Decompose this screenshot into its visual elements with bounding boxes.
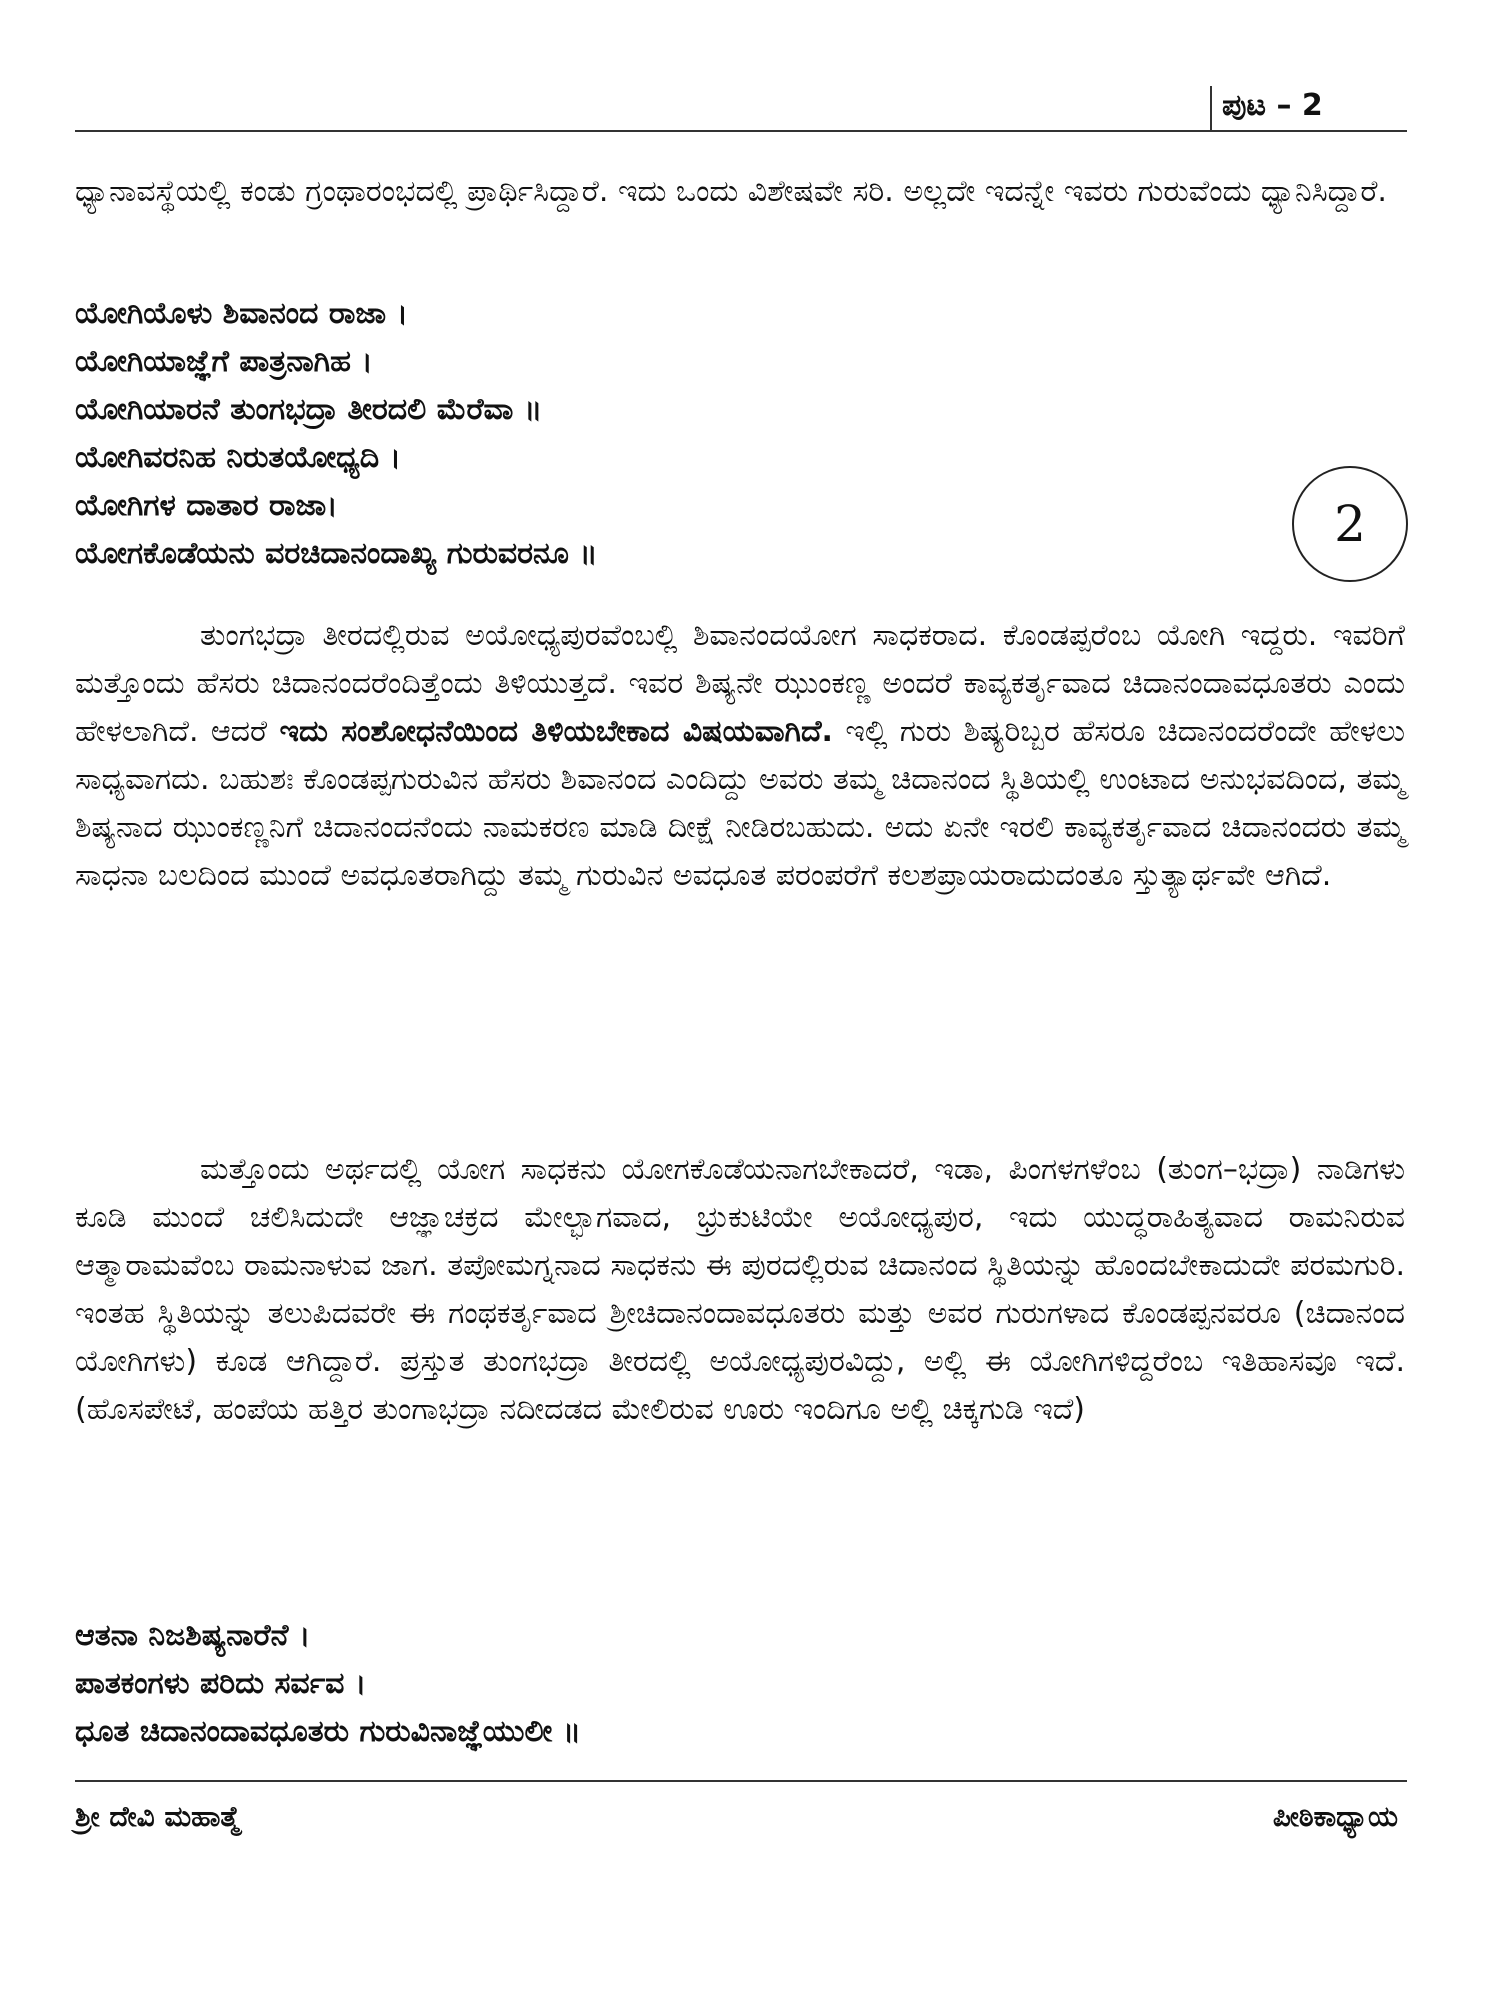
verse-number-badge: 2 bbox=[1292, 466, 1408, 582]
paragraph-2-text-b: ಇಲ್ಲಿ ಗುರು ಶಿಷ್ಯರಿಬ್ಬರ ಹೆಸರೂ ಚಿದಾನಂದರೆಂದೇ ಹೇಳಲು ಸಾಧ್ಯವಾಗದು. ಬಹುಶಃ ಕೊಂಡಪ್ಪಗುರುವಿನ ಹೆಸರು ಶಿವಾನಂದ ಎಂದಿದ್ದು ಅವರು ತಮ್ಮ ಚಿದಾನಂದ ಸ್ಥಿತಿಯಲ್ಲಿ ಉಂಟಾದ ಅನುಭವದಿಂದ, ತಮ್ಮ ಶಿಷ್ಯನಾದ ಝುಂಕಣ್ಣನಿಗೆ ಚಿದಾನಂದನೆಂದು ನಾಮಕರಣ ಮಾಡಿ ದೀಕ್ಷೆ ನೀಡಿರಬಹುದು. ಅದು ಏನೇ ಇರಲಿ ಕಾವ್ಯಕರ್ತೃವಾದ ಚಿದಾನಂದರು ತಮ್ಮ ಸಾಧನಾ ಬಲದಿಂದ ಮುಂದೆ ಅವಧೂತರಾಗಿದ್ದು ತಮ್ಮ ಗುರುವಿನ ಅವಧೂತ ಪರಂಪರೆಗೆ ಕಲಶಪ್ರಾಯರಾದುದಂತೂ ಸ್ತುತ್ಯಾರ್ಥವೇ ಆಗಿದೆ. bbox=[75, 714, 1405, 893]
verse-line: ಯೋಗಕೊಡೆಯನು ವರಚಿದಾನಂದಾಖ್ಯ ಗುರುವರನೂ ॥ bbox=[75, 536, 598, 571]
verse-line: ಯೋಗಿಯೊಳು ಶಿವಾನಂದ ರಾಜಾ । bbox=[75, 296, 408, 331]
verse-line: ಯೋಗಿಯಾರನೆ ತುಂಗಭದ್ರಾ ತೀರದಲಿ ಮೆರೆವಾ ॥ bbox=[75, 392, 543, 427]
footer-book-title: ಶ್ರೀ ದೇವಿ ಮಹಾತ್ಮೆ bbox=[75, 1800, 241, 1833]
verse-line: ಯೋಗಿವರನಿಹ ನಿರುತಯೋಧ್ಯದಿ । bbox=[75, 440, 401, 475]
verse-line: ಯೋಗಿಯಾಜ್ಞೆಗೆ ಪಾತ್ರನಾಗಿಹ । bbox=[75, 344, 373, 379]
verse-block-1 bbox=[75, 290, 1275, 578]
paragraph-2 bbox=[75, 612, 1405, 900]
footer-rule bbox=[75, 1780, 1407, 1782]
paragraph-3: ಮತ್ತೊಂದು ಅರ್ಥದಲ್ಲಿ ಯೋಗ ಸಾಧಕನು ಯೋಗಕೊಡೆಯನಾಗಬೇಕಾದರೆ, ಇಡಾ, ಪಿಂಗಳಗಳೆಂಬ (ತುಂಗ–ಭದ್ರಾ) ನಾಡಿಗಳು ಕೂಡಿ ಮುಂದೆ ಚಲಿಸಿದುದೇ ಆಜ್ಞಾಚಕ್ರದ ಮೇಲ್ಭಾಗವಾದ, ಭ್ರುಕುಟಿಯೇ ಅಯೋಧ್ಯಪುರ, ಇದು ಯುದ್ಧರಾಹಿತ್ಯವಾದ ರಾಮನಿರುವ ಆತ್ಮಾರಾಮವೆಂಬ ರಾಮನಾಳುವ ಜಾಗ. ತಪೋಮಗ್ನನಾದ ಸಾಧಕನು ಈ ಪುರದಲ್ಲಿರುವ ಚಿದಾನಂದ ಸ್ಥಿತಿಯನ್ನು ಹೊಂದಬೇಕಾದುದೇ ಪರಮಗುರಿ. ಇಂತಹ ಸ್ಥಿತಿಯನ್ನು ತಲುಪಿದವರೇ ಈ ಗಂಥಕರ್ತೃವಾದ ಶ್ರೀಚಿದಾನಂದಾವಧೂತರು ಮತ್ತು ಅವರ ಗುರುಗಳಾದ ಕೊಂಡಪ್ಪನವರೂ (ಚಿದಾನಂದ ಯೋಗಿಗಳು) ಕೂಡ ಆಗಿದ್ದಾರೆ. ಪ್ರಸ್ತುತ ತುಂಗಭದ್ರಾ ತೀರದಲ್ಲಿ ಅಯೋಧ್ಯಪುರವಿದ್ದು, ಅಲ್ಲಿ ಈ ಯೋಗಿಗಳಿದ್ದರೆಂಬ ಇತಿಹಾಸವೂ ಇದೆ. (ಹೊಸಪೇಟೆ, ಹಂಪೆಯ ಹತ್ತಿರ ತುಂಗಾಭದ್ರಾ ನದೀದಡದ ಮೇಲಿರುವ ಊರು ಇಂದಿಗೂ ಅಲ್ಲಿ ಚಿಕ್ಕಗುಡಿ ಇದೆ) bbox=[75, 1152, 1405, 1427]
verse-line: ಆತನಾ ನಿಜಶಿಷ್ಯನಾರೆನೆ । bbox=[75, 1618, 311, 1653]
paragraph-2-text-a: ತುಂಗಭದ್ರಾ ತೀರದಲ್ಲಿರುವ ಅಯೋಧ್ಯಪುರವೆಂಬಲ್ಲಿ ಶಿವಾನಂದಯೋಗ ಸಾಧಕರಾದ. ಕೊಂಡಪ್ಪರೆಂಬ ಯೋಗಿ ಇದ್ದರು. ಇವರಿಗೆ ಮತ್ತೊಂದು ಹೆಸರು ಚಿದಾನಂದರೆಂದಿತ್ತೆಂದು ತಿಳಿಯುತ್ತದೆ. ಇವರ ಶಿಷ್ಯನೇ ಝುಂಕಣ್ಣ ಅಂದರೆ ಕಾವ್ಯಕರ್ತೃವಾದ ಚಿದಾನಂದಾವಧೂತರು ಎಂದು ಹೇಳಲಾಗಿದೆ. ಆದರೆ bbox=[75, 618, 1405, 749]
paragraph-2-bold-text: ಇದು ಸಂಶೋಧನೆಯಿಂದ ತಿಳಿಯಬೇಕಾದ ವಿಷಯವಾಗಿದೆ. bbox=[279, 714, 833, 749]
header-rule bbox=[75, 130, 1407, 132]
verse-block-2 bbox=[75, 1612, 1275, 1756]
header-separator bbox=[1210, 86, 1212, 130]
footer-chapter-title: ಪೀಠಿಕಾಧ್ಯಾಯ bbox=[1272, 1800, 1398, 1833]
page-number: ಪುಟ – 2 bbox=[1222, 88, 1323, 123]
verse-line: ಪಾತಕಂಗಳು ಪರಿದು ಸರ್ವವ । bbox=[75, 1666, 367, 1701]
intro-paragraph: ಧ್ಯಾನಾವಸ್ಥೆಯಲ್ಲಿ ಕಂಡು ಗ್ರಂಥಾರಂಭದಲ್ಲಿ ಪ್ರಾರ್ಥಿಸಿದ್ದಾರೆ. ಇದು ಒಂದು ವಿಶೇಷವೇ ಸರಿ. ಅಲ್ಲದೇ ಇದನ್ನೇ ಇವರು ಗುರುವೆಂದು ಧ್ಯಾನಿಸಿದ್ದಾರೆ. bbox=[75, 174, 1387, 209]
verse-line: ಧೂತ ಚಿದಾನಂದಾವಧೂತರು ಗುರುವಿನಾಜ್ಞೆಯುಲೀ ॥ bbox=[75, 1714, 581, 1749]
verse-line: ಯೋಗಿಗಳ ದಾತಾರ ರಾಜಾ। bbox=[75, 488, 338, 523]
